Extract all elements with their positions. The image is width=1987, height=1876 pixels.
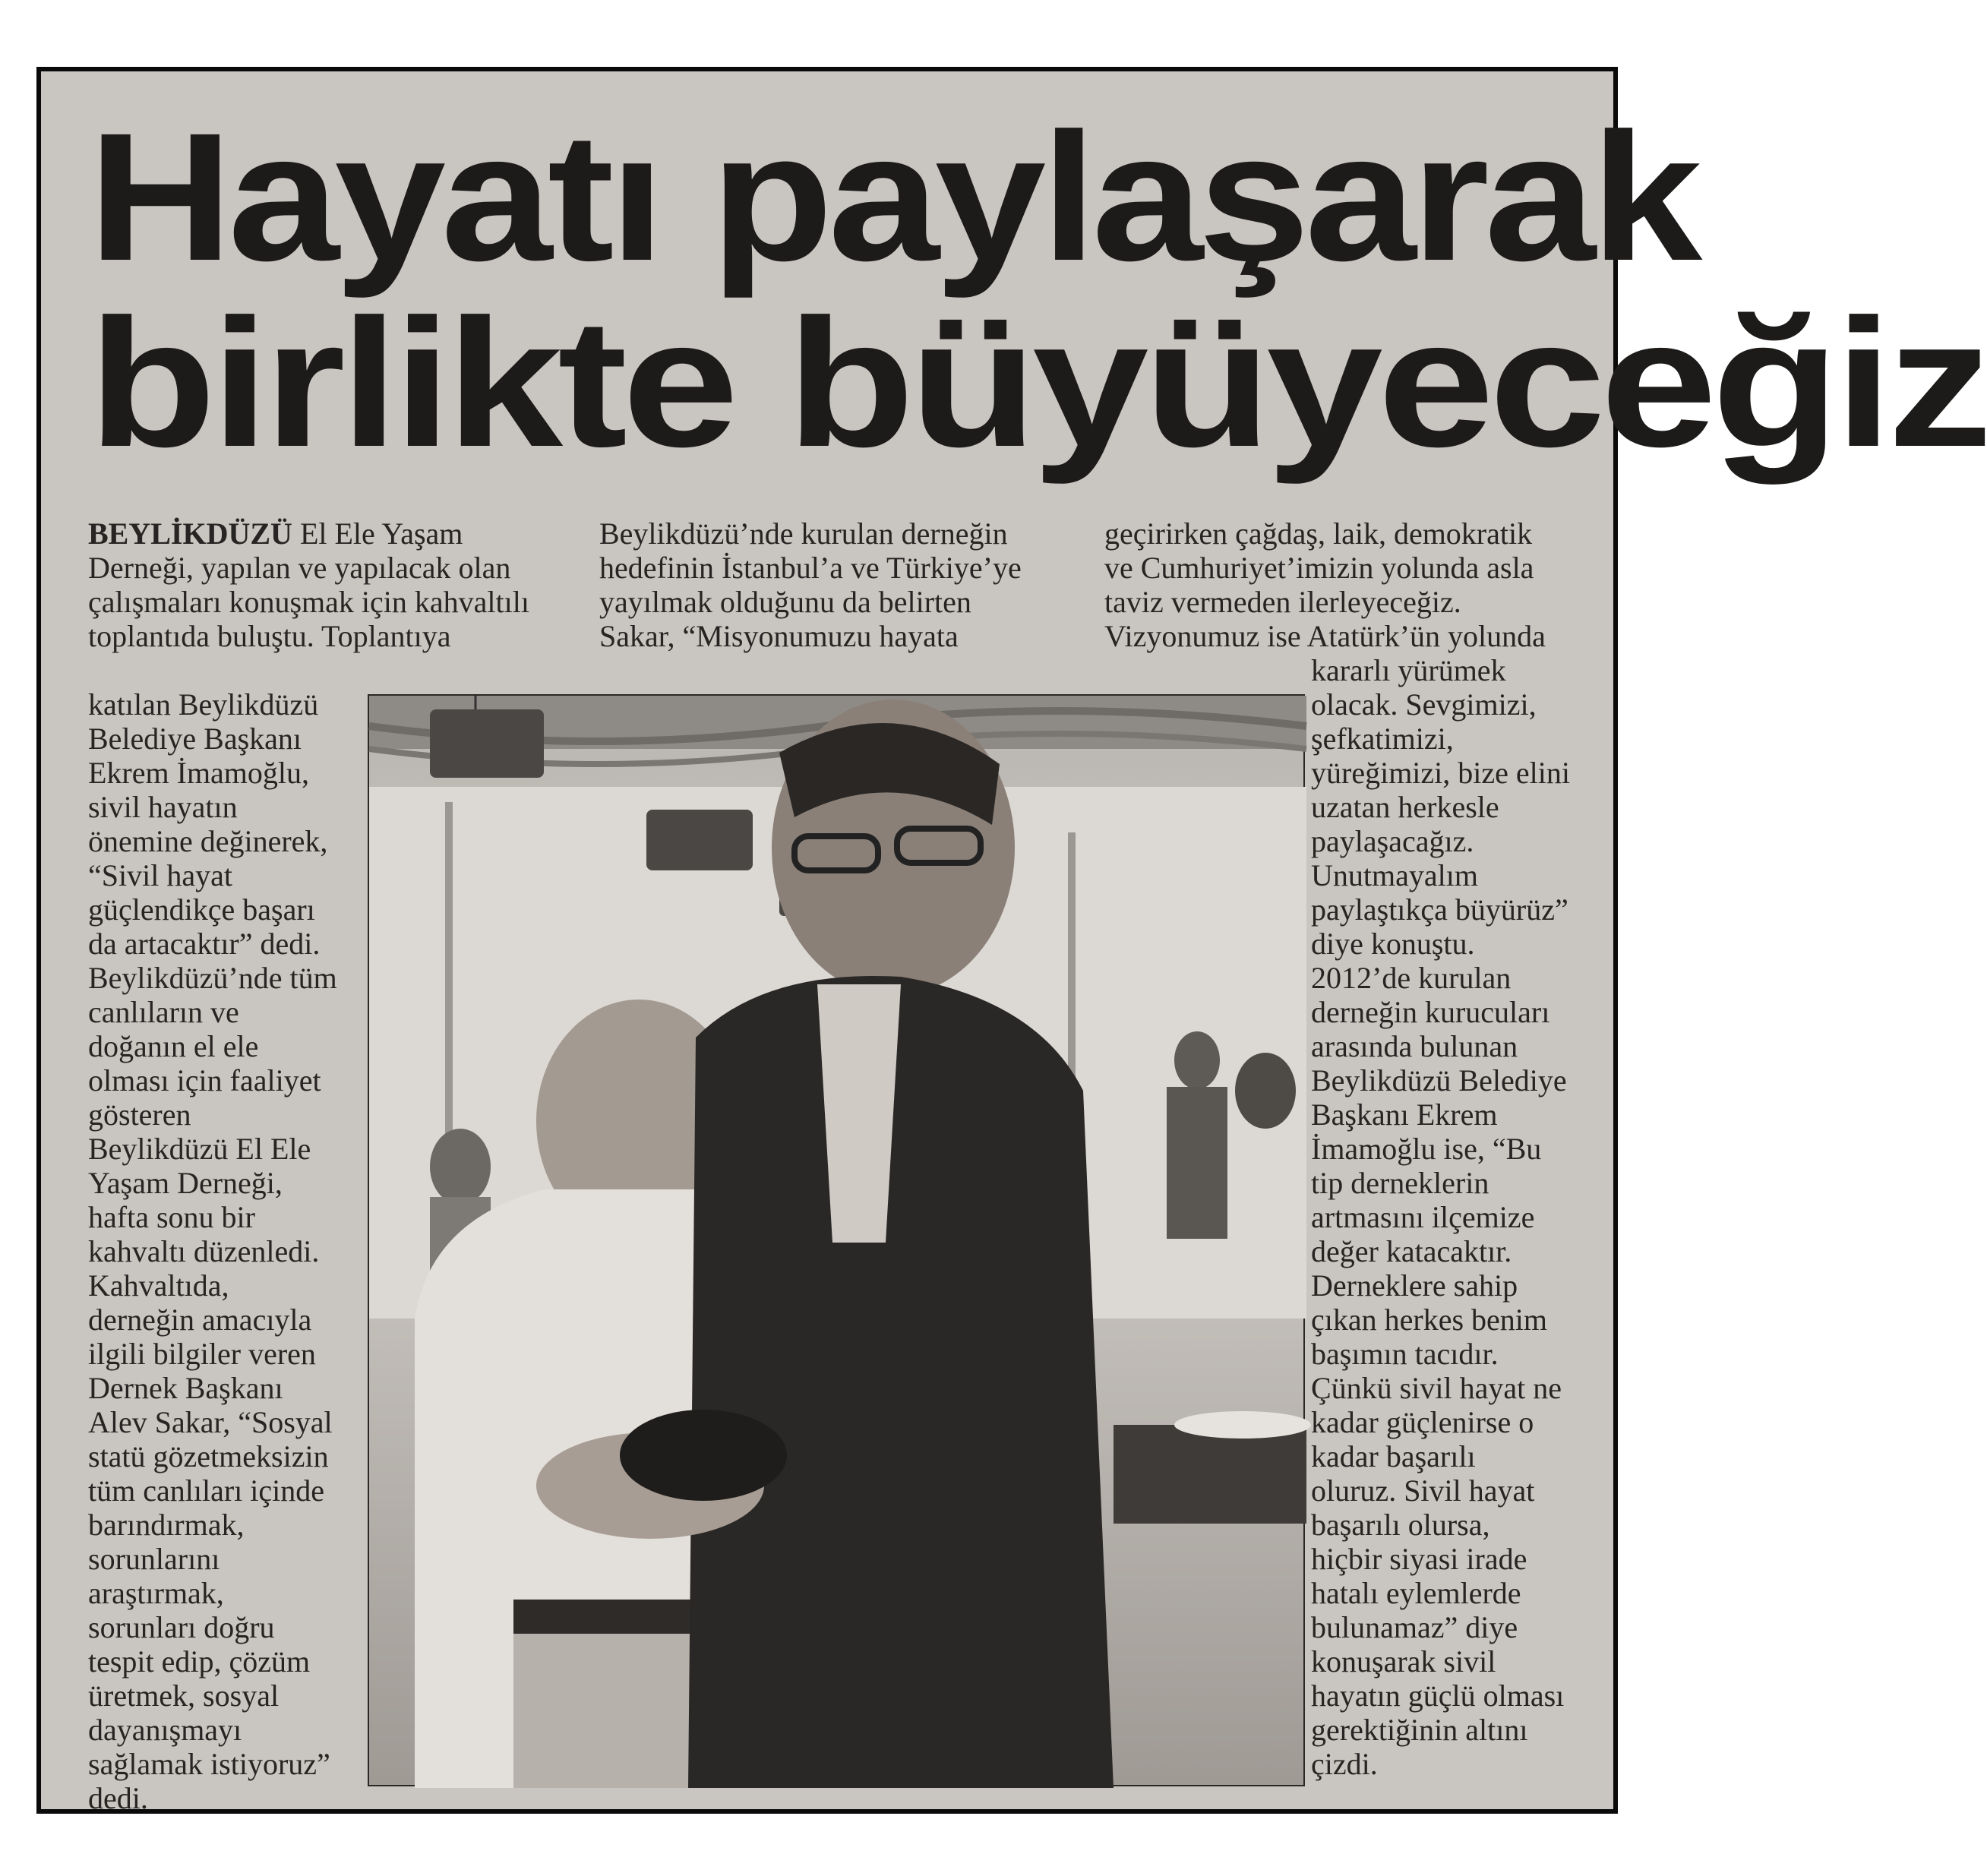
text-line: çalışmaları konuşmak için kahvaltılı: [88, 585, 529, 619]
text-line: da artacaktır” dedi.: [88, 927, 321, 961]
text-line: hafta sonu bir: [88, 1200, 255, 1234]
text-line: kararlı yürümek: [1311, 653, 1506, 687]
text-line: canlıların ve: [88, 995, 239, 1029]
plate: [1174, 1411, 1311, 1439]
text-line: şefkatimizi,: [1311, 722, 1454, 756]
headline-line-2: birlikte büyüyeceğiz: [88, 281, 1987, 485]
text-line: ve Cumhuriyet’imizin yolunda asla: [1104, 551, 1534, 585]
text-line: Derneklere sahip: [1311, 1268, 1518, 1303]
text-line: Kahvaltıda,: [88, 1268, 229, 1303]
text-line: tip derneklerin: [1311, 1166, 1489, 1200]
text-line: konuşarak sivil: [1311, 1644, 1496, 1679]
newspaper-clipping: [36, 67, 1987, 1815]
text-line: Sakar, “Misyonumuzu hayata: [599, 619, 959, 653]
article-column-1-top: [88, 516, 620, 653]
text-line: Dernek Başkanı: [88, 1371, 283, 1405]
text-line: taviz vermeden ilerleyeceğiz.: [1104, 585, 1461, 619]
pendant-lamp: [430, 709, 544, 778]
text-line: başarılı olursa,: [1311, 1508, 1490, 1542]
text-line: araştırmak,: [88, 1576, 224, 1610]
text-line: paylaşacağız.: [1311, 824, 1474, 858]
text-line: uzatan herkesle: [1311, 790, 1499, 824]
text-line: Unutmayalım: [1311, 858, 1478, 892]
text-line: Belediye Başkanı: [88, 722, 302, 756]
table: [1114, 1425, 1306, 1524]
text-line: tüm canlıları içinde: [88, 1473, 324, 1508]
background-person: [430, 1129, 491, 1205]
text-line: hayatın güçlü olması: [1311, 1679, 1565, 1713]
text-line: Beylikdüzü’nde tüm: [88, 961, 337, 995]
text-line: kahvaltı düzenledi.: [88, 1234, 320, 1268]
text-line: güçlendikçe başarı: [88, 892, 315, 927]
article-column-3-narrow: [1311, 653, 1592, 1781]
text-line: kadar başarılı: [1311, 1439, 1476, 1473]
text-line: katılan Beylikdüzü: [88, 687, 319, 722]
background-person: [1174, 1031, 1220, 1089]
text-line: barındırmak,: [88, 1508, 245, 1542]
text-line: “Sivil hayat: [88, 858, 232, 892]
text-line: olacak. Sevgimizi,: [1311, 687, 1537, 722]
text-line: önemine değinerek,: [88, 824, 328, 858]
dateline-kicker: BEYLİKDÜZÜ: [88, 516, 292, 551]
text-line: Beylikdüzü’nde kurulan derneğin: [599, 516, 1008, 551]
text-line: sivil hayatın: [88, 790, 238, 824]
text-line: sorunlarını: [88, 1542, 220, 1576]
text-line: Beylikdüzü Belediye: [1311, 1063, 1567, 1097]
text-line: bulunamaz” diye: [1311, 1610, 1518, 1644]
text-line: hedefinin İstanbul’a ve Türkiye’ye: [599, 551, 1022, 585]
text-line: oluruz. Sivil hayat: [1311, 1473, 1535, 1508]
text-line: başımın tacıdır.: [1311, 1337, 1499, 1371]
younger-man-jacket: [688, 976, 1114, 1788]
text-line: 2012’de kurulan: [1311, 961, 1512, 995]
text-line: gösteren: [88, 1097, 191, 1132]
text-line: Ekrem İmamoğlu,: [88, 756, 310, 790]
text-line: artmasını ilçemize: [1311, 1200, 1535, 1234]
headline-line-1: Hayatı paylaşarak: [88, 95, 1698, 298]
background-person: [1167, 1087, 1227, 1239]
text-line: Alev Sakar, “Sosyal: [88, 1405, 333, 1439]
text-line: sağlamak istiyoruz”: [88, 1747, 330, 1781]
text-line: çıkan herkes benim: [1311, 1303, 1547, 1337]
text-line: çizdi.: [1311, 1747, 1378, 1781]
text-line: değer katacaktır.: [1311, 1234, 1512, 1268]
text-line: dayanışmayı: [88, 1713, 242, 1747]
text-line: Başkanı Ekrem: [1311, 1097, 1498, 1132]
text-line: ilgili bilgiler veren: [88, 1337, 316, 1371]
handshake-sleeve: [620, 1410, 787, 1501]
text-line: diye konuştu.: [1311, 927, 1475, 961]
text-line: paylaştıkça büyürüz”: [1311, 892, 1568, 927]
text-line: hiçbir siyasi irade: [1311, 1542, 1527, 1576]
text-line: İmamoğlu ise, “Bu: [1311, 1132, 1542, 1166]
text-line: üretmek, sosyal: [88, 1679, 280, 1713]
text-line: yüreğimizi, bize elini: [1311, 756, 1570, 790]
article-column-2-top: [599, 516, 1085, 653]
text-line: doğanın el ele: [88, 1029, 259, 1063]
text-line: Çünkü sivil hayat ne: [1311, 1371, 1562, 1405]
text-line: yayılmak olduğunu da belirten: [599, 585, 971, 619]
text-line: statü gözetmeksizin: [88, 1439, 329, 1473]
pendant-lamp: [646, 810, 753, 870]
text-line: dedi.: [88, 1781, 148, 1815]
text-line: sorunları doğru: [88, 1610, 275, 1644]
text-line: gerektiğinin altını: [1311, 1713, 1528, 1747]
text-line: Yaşam Derneği,: [88, 1166, 283, 1200]
text-line: El Ele Yaşam: [292, 516, 463, 551]
text-line: derneğin kurucuları: [1311, 995, 1550, 1029]
photo-illustration: [369, 696, 1306, 1788]
news-photo: [368, 694, 1305, 1786]
text-line: tespit edip, çözüm: [88, 1644, 311, 1679]
article-column-3-top: [1104, 516, 1591, 653]
background-person: [1235, 1053, 1296, 1129]
article-column-1-narrow: [88, 687, 369, 1815]
text-line: kadar güçlenirse o: [1311, 1405, 1534, 1439]
text-line: derneğin amacıyla: [88, 1303, 312, 1337]
text-line: arasında bulunan: [1311, 1029, 1518, 1063]
text-line: hatalı eylemlerde: [1311, 1576, 1521, 1610]
text-line: Beylikdüzü El Ele: [88, 1132, 311, 1166]
text-line: Vizyonumuz ise Atatürk’ün yolunda: [1104, 619, 1546, 653]
text-line: olması için faaliyet: [88, 1063, 321, 1097]
text-line: geçirirken çağdaş, laik, demokratik: [1104, 516, 1533, 551]
text-line: toplantıda buluştu. Toplantıya: [88, 619, 451, 653]
text-line: Derneği, yapılan ve yapılacak olan: [88, 551, 511, 585]
